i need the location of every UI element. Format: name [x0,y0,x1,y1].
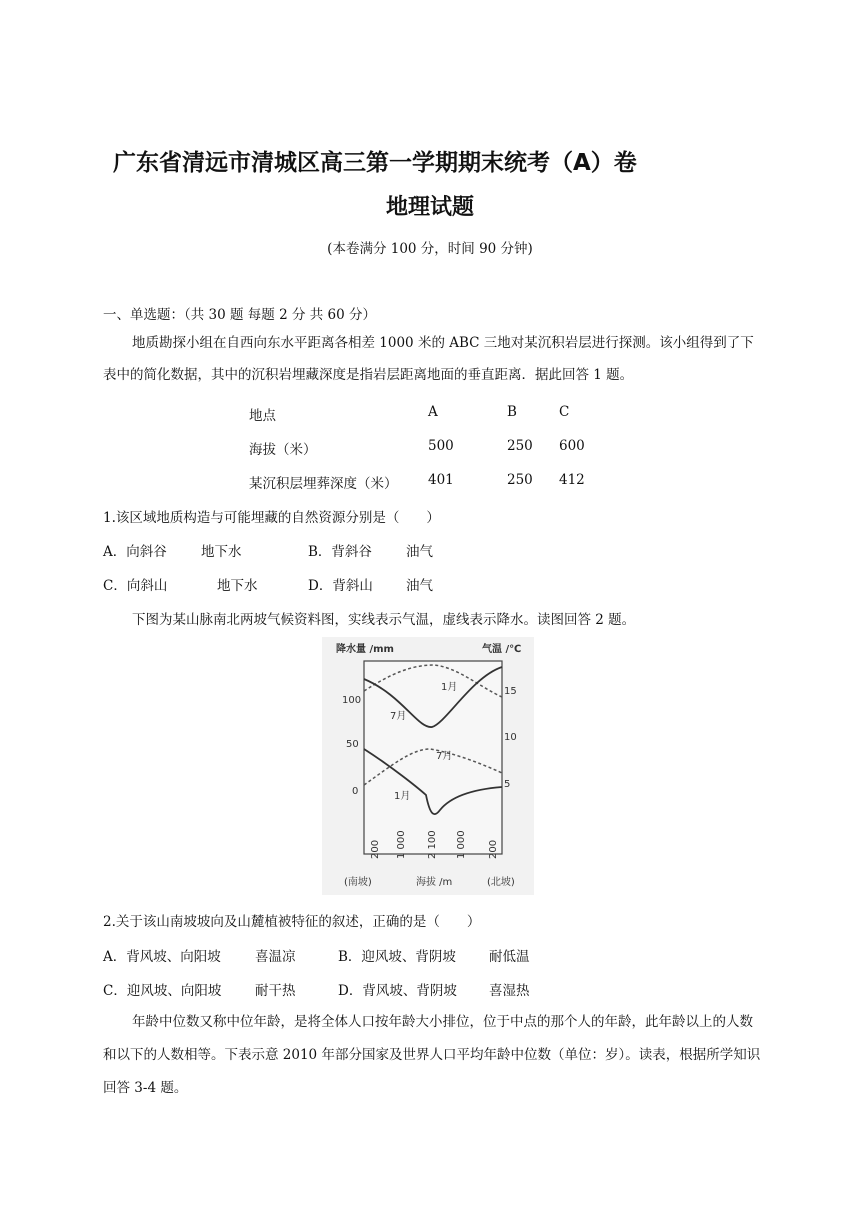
option-b-detail: 耐低温 [489,949,530,965]
exam-subtitle: (本卷满分 100 分，时间 90 分钟) [327,241,533,257]
table-cell: 401 [428,472,454,488]
option-a-detail: 喜温凉 [255,949,296,965]
title-line-1: 广东省清远市清城区高三第一学期期末统考（A）卷 [113,150,637,176]
right-axis-label: 气温 /℃ [482,644,522,655]
x-tick: 200 [370,839,381,859]
option-d: D．背风坡、背阴坡 [338,983,457,999]
option-a: A．背风坡、向阳坡 [103,949,221,965]
north-slope-label: (北坡) [487,877,515,888]
option-a: A．向斜谷 [103,544,167,560]
south-slope-label: (南坡) [344,877,372,888]
option-c-detail: 耐干热 [255,983,296,999]
option-d-detail: 喜湿热 [489,983,530,999]
x-tick: 200 [488,839,499,859]
table-header-b: B [507,404,517,420]
option-d: D．背斜山 [308,578,373,594]
table-cell: 412 [559,472,585,488]
table-cell: 250 [507,438,533,454]
x-tick: 2 100 [427,830,438,859]
right-tick: 5 [504,779,511,790]
left-tick: 100 [342,695,362,706]
option-b: B．背斜谷 [308,544,372,560]
left-tick: 0 [352,786,359,797]
climate-chart [322,637,534,895]
option-b: B．迎风坡、背阴坡 [338,949,456,965]
x-axis-label: 海拔 /m [416,877,453,888]
curve-label: 1月 [394,791,411,802]
passage-3-text: 年龄中位数又称中位年龄，是将全体人口按年龄大小排位，位于中点的那个人的年龄，此年龄以上的人数和以下的人数相等。下表示意 2010 年部分国家及世界人口平均年龄中位数（单位：岁）。读表，根据所学知识回答 3-4 题。 [103,1014,761,1096]
left-axis-label: 降水量 /mm [336,644,394,655]
option-b-detail: 油气 [406,544,433,560]
curve-label: 7月 [390,711,407,722]
table-cell: 某沉积层埋葬深度（米） [249,476,398,492]
table-cell: 海拔（米） [249,442,317,458]
passage-3 [103,1006,763,1105]
passage-1 [103,327,763,391]
right-tick: 15 [504,686,517,697]
passage-1-text: 地质勘探小组在自西向东水平距离各相差 1000 米的 ABC 三地对某沉积岩层进行探测。该小组得到了下表中的简化数据，其中的沉积岩埋藏深度是指岩层距离地面的垂直距离．据此回答 1 题。 [103,335,754,383]
table-header-place: 地点 [249,408,276,424]
x-tick: 1 000 [396,830,407,859]
question-1-stem: 1.该区域地质构造与可能埋藏的自然资源分别是（ ） [103,510,440,526]
table-cell: 500 [428,438,454,454]
title-line-2: 地理试题 [385,195,474,220]
right-tick: 10 [504,732,517,743]
table-cell: 600 [559,438,585,454]
curve-label: 1月 [441,682,458,693]
passage-2-text: 下图为某山脉南北两坡气候资料图，实线表示气温，虚线表示降水。读图回答 2 题。 [132,612,636,628]
table-header-c: C [559,404,570,420]
table-cell: 250 [507,472,533,488]
question-2-stem: 2.关于该山南坡坡向及山麓植被特征的叙述，正确的是（ ） [103,914,481,930]
left-tick: 50 [346,739,359,750]
curve-label: 7月 [436,751,453,762]
x-tick: 1 000 [456,830,467,859]
option-d-detail: 油气 [406,578,433,594]
table-header-a: A [428,404,438,420]
option-c: C．向斜山 [103,578,168,594]
option-a-detail: 地下水 [201,544,242,560]
option-c: C．迎风坡、向阳坡 [103,983,222,999]
section-heading: 一、单选题：（共 30 题 每题 2 分 共 60 分） [103,307,377,323]
option-c-detail: 地下水 [217,578,258,594]
